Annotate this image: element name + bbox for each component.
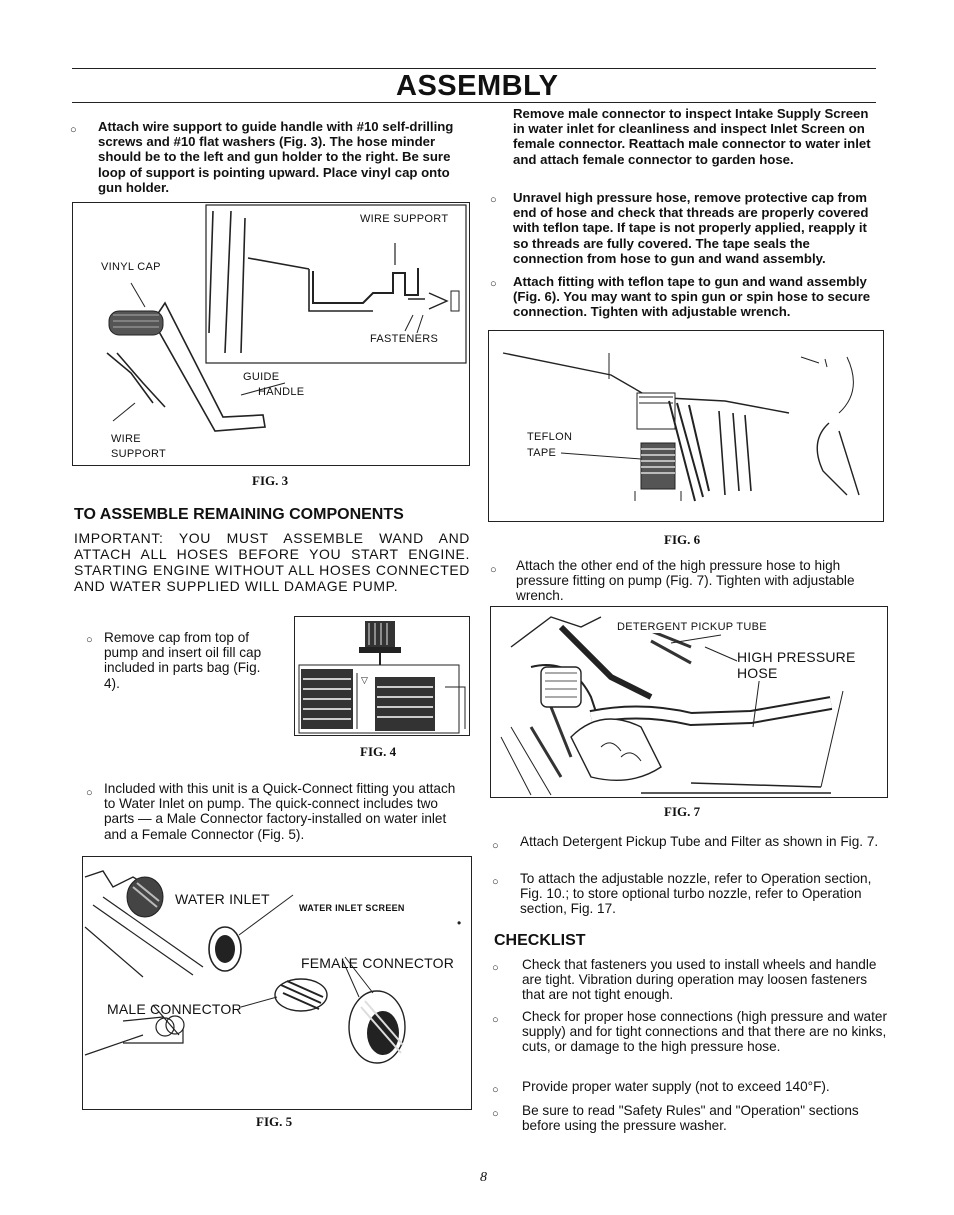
para-wire-support: Attach wire support to guide handle with #10 self-drilling screws and #10 flat washers (Fig. 3). The hose minder should be to the left and gun holder to the right. Be sure loop of support is pointing upward. Place vinyl cap onto gun holder.: [98, 119, 454, 195]
para-quick-connect: Included with this unit is a Quick-Connect fitting you attach to Water Inlet on pump. The quick-connect includes two parts — a Male Connector factory-installed on water inlet and a Female Connector (Fig. 5).: [104, 781, 456, 842]
fig3-label-vinyl-cap: VINYL CAP: [101, 261, 161, 273]
fig3-label-fasteners: FASTENERS: [370, 333, 439, 345]
important-notice: IMPORTANT: YOU MUST ASSEMBLE WAND AND ATTACH ALL HOSES BEFORE YOU START ENGINE. STARTING ENGINE WITHOUT ALL HOSES CONNECTED AND WATER SUPPLIED WILL DAMAGE PUMP.: [74, 530, 470, 594]
fig5-caption: FIG. 5: [256, 1114, 293, 1129]
fig4-caption: FIG. 4: [360, 744, 397, 759]
fig4-frame: [294, 616, 470, 736]
fig3-label-wire: WIRE: [111, 433, 141, 445]
heading-checklist: CHECKLIST: [494, 932, 586, 949]
bullet-icon: ○: [492, 840, 499, 852]
heading-remaining-components: TO ASSEMBLE REMAINING COMPONENTS: [74, 506, 404, 523]
svg-text:•: •: [457, 916, 462, 930]
fig3-label-wire-support: WIRE SUPPORT: [360, 213, 449, 225]
fig6-drawing: [489, 331, 883, 521]
bullet-icon: ○: [492, 1084, 499, 1096]
fig3-label-support: SUPPORT: [111, 448, 167, 460]
fig3-frame: [72, 202, 470, 466]
para-male-connector: Remove male connector to inspect Intake Supply Screen in water inlet for cleanliness and inspect Inlet Screen on female connector. Reattach male connector to water inlet and attach female connector to garden hose.: [513, 106, 871, 167]
bullet-icon: ○: [490, 564, 497, 576]
para-remove-cap: Remove cap from top of pump and insert oil fill cap included in parts bag (Fig. 4).: [104, 630, 262, 691]
fig6-label-tape: TAPE: [527, 447, 557, 459]
fig5-label-male-connector: MALE CONNECTOR: [107, 1001, 242, 1017]
fig3-label-guide: GUIDE: [243, 371, 280, 383]
title-rule-top: [72, 68, 876, 69]
page-number: 8: [480, 1170, 487, 1185]
bullet-icon: ○: [70, 124, 77, 136]
bullet-icon: ○: [490, 194, 497, 206]
svg-text:▽: ▽: [361, 675, 368, 685]
fig7-drawing: [491, 607, 887, 797]
para-unravel-hose: Unravel high pressure hose, remove protective cap from end of hose and check that threads are properly covered with teflon tape. If tape is not properly applied, reapply it so threads are fully covered. The tape seals the connection from hose to gun and wand assembly.: [513, 190, 869, 266]
fig7-label-detergent-tube: DETERGENT PICKUP TUBE: [617, 621, 767, 633]
fig6-frame: [488, 330, 884, 522]
title-rule-bottom: [72, 102, 876, 103]
para-attach-fitting: Attach fitting with teflon tape to gun and wand assembly (Fig. 6). You may want to spin gun or spin hose to secure connection. Tighten with adjustable wrench.: [513, 274, 871, 320]
fig5-label-water-inlet: WATER INLET: [175, 891, 270, 907]
fig5-label-female-connector: FEMALE CONNECTOR: [301, 955, 455, 971]
fig7-caption: FIG. 7: [664, 804, 701, 819]
bullet-icon: ○: [492, 1108, 499, 1120]
para-detergent: Attach Detergent Pickup Tube and Filter as shown in Fig. 7.: [520, 834, 879, 849]
fig6-label-teflon: TEFLON: [527, 431, 573, 443]
fig6-caption: FIG. 6: [664, 532, 701, 547]
fig7-label-high-pressure: HIGH PRESSURE: [737, 649, 856, 665]
bullet-icon: ○: [492, 1014, 499, 1026]
fig3-label-handle: HANDLE: [258, 386, 305, 398]
para-other-end: Attach the other end of the high pressure hose to high pressure fitting on pump (Fig. 7). Tighten with adjustable wrench.: [516, 558, 855, 604]
fig7-label-hose: HOSE: [737, 665, 778, 681]
fig5-label-water-inlet-screen: WATER INLET SCREEN: [299, 903, 405, 913]
bullet-icon: ○: [492, 876, 499, 888]
page-title: ASSEMBLY: [396, 70, 559, 102]
fig4-drawing: [295, 617, 469, 735]
fig5-drawing: [83, 857, 471, 1109]
para-nozzle: To attach the adjustable nozzle, refer to Operation section, Fig. 10.; to store optional turbo nozzle, refer to Operation section, Fig. 17.: [520, 871, 872, 917]
fig7-frame: [490, 606, 888, 798]
bullet-icon: ○: [86, 787, 93, 799]
bullet-icon: ○: [490, 278, 497, 290]
check-fasteners: Check that fasteners you used to install wheels and handle are tight. Vibration during operation may loosen fasteners that are not tight enough.: [522, 957, 877, 1003]
bullet-icon: ○: [492, 962, 499, 974]
bullet-icon: ○: [86, 634, 93, 646]
check-water-supply: Provide proper water supply (not to exceed 140°F).: [522, 1079, 830, 1094]
check-read-rules: Be sure to read "Safety Rules" and "Operation" sections before using the pressure washer.: [522, 1103, 859, 1134]
check-hoses: Check for proper hose connections (high pressure and water supply) and for tight connections and that there are no kinks, cuts, or damage to the high pressure hose.: [522, 1009, 887, 1055]
fig3-caption: FIG. 3: [252, 473, 289, 488]
fig5-frame: [82, 856, 472, 1110]
